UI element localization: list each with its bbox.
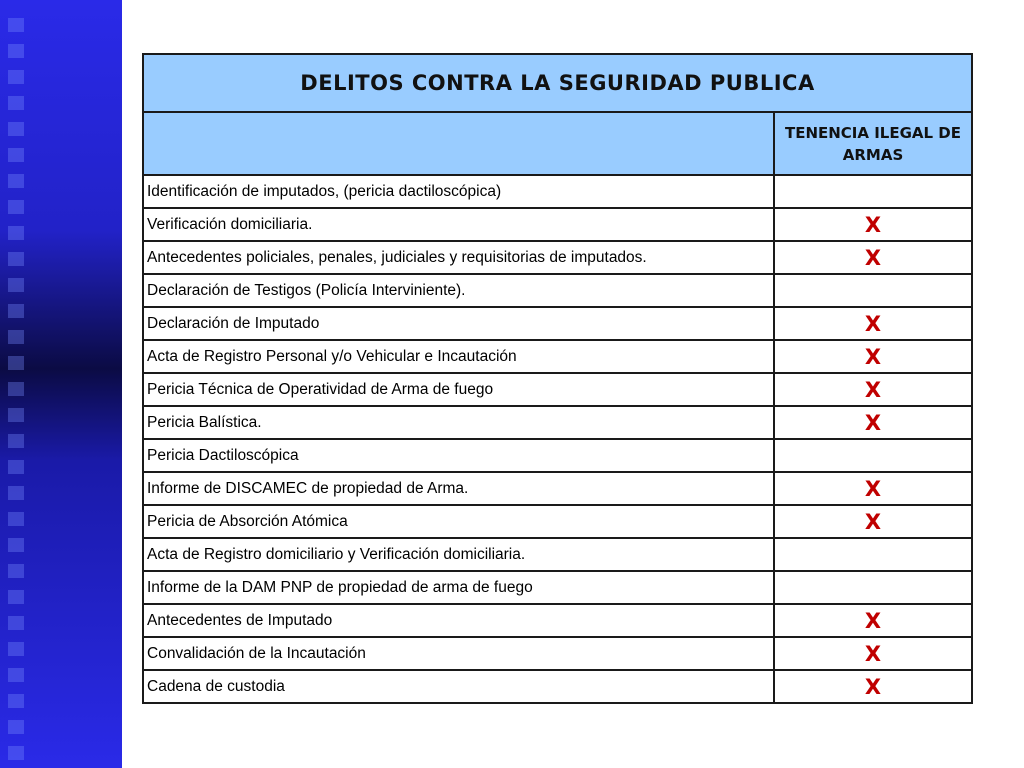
decorative-square <box>8 668 24 682</box>
row-mark <box>774 274 972 307</box>
decorative-square <box>8 564 24 578</box>
row-label: Identificación de imputados, (pericia dactiloscópica) <box>143 175 774 208</box>
table-row <box>143 241 972 274</box>
table-row <box>143 571 972 604</box>
row-label: Declaración de Imputado <box>143 307 774 340</box>
column-header: TENENCIA ILEGAL DE ARMAS <box>774 112 972 175</box>
row-mark <box>774 571 972 604</box>
decorative-square <box>8 538 24 552</box>
decorative-square <box>8 382 24 396</box>
row-label: Pericia Técnica de Operatividad de Arma de fuego <box>143 373 774 406</box>
row-label: Verificación domiciliaria. <box>143 208 774 241</box>
row-label: Antecedentes de Imputado <box>143 604 774 637</box>
table-row <box>143 505 972 538</box>
row-label: Pericia Balística. <box>143 406 774 439</box>
decorative-square <box>8 304 24 318</box>
row-mark <box>774 175 972 208</box>
row-label: Pericia de Absorción Atómica <box>143 505 774 538</box>
header-blank-cell <box>143 112 774 175</box>
decorative-square <box>8 18 24 32</box>
decorative-square <box>8 590 24 604</box>
evidence-table <box>142 53 973 704</box>
decorative-square <box>8 486 24 500</box>
row-mark: X <box>774 307 972 340</box>
row-mark: X <box>774 604 972 637</box>
decorative-square <box>8 694 24 708</box>
row-mark: X <box>774 637 972 670</box>
table-row <box>143 373 972 406</box>
row-mark: X <box>774 373 972 406</box>
row-label: Antecedentes policiales, penales, judiciales y requisitorias de imputados. <box>143 241 774 274</box>
row-mark: X <box>774 340 972 373</box>
decorative-square <box>8 746 24 760</box>
decorative-square <box>8 278 24 292</box>
row-label: Acta de Registro Personal y/o Vehicular e Incautación <box>143 340 774 373</box>
header-row <box>143 112 972 175</box>
decorative-square <box>8 408 24 422</box>
table-row <box>143 406 972 439</box>
decorative-square <box>8 460 24 474</box>
row-label: Informe de la DAM PNP de propiedad de arma de fuego <box>143 571 774 604</box>
row-label: Declaración de Testigos (Policía Interviniente). <box>143 274 774 307</box>
table-row <box>143 439 972 472</box>
decorative-square <box>8 434 24 448</box>
row-label: Acta de Registro domiciliario y Verificación domiciliaria. <box>143 538 774 571</box>
decorative-left-bar <box>0 0 122 768</box>
table-row <box>143 604 972 637</box>
decorative-square <box>8 44 24 58</box>
table-row <box>143 538 972 571</box>
row-mark: X <box>774 208 972 241</box>
decorative-square <box>8 174 24 188</box>
decorative-square <box>8 642 24 656</box>
decorative-square <box>8 720 24 734</box>
decorative-square <box>8 96 24 110</box>
row-mark: X <box>774 241 972 274</box>
decorative-square <box>8 616 24 630</box>
table-row <box>143 274 972 307</box>
table-row <box>143 472 972 505</box>
row-label: Convalidación de la Incautación <box>143 637 774 670</box>
row-mark <box>774 439 972 472</box>
row-mark: X <box>774 406 972 439</box>
decorative-square <box>8 70 24 84</box>
decorative-square <box>8 252 24 266</box>
row-mark: X <box>774 472 972 505</box>
table-row <box>143 208 972 241</box>
row-mark <box>774 538 972 571</box>
table-row <box>143 340 972 373</box>
decorative-square <box>8 226 24 240</box>
decorative-squares <box>8 0 28 768</box>
decorative-square <box>8 356 24 370</box>
table-row <box>143 175 972 208</box>
title-row <box>143 54 972 112</box>
decorative-square <box>8 200 24 214</box>
row-mark: X <box>774 505 972 538</box>
row-label: Cadena de custodia <box>143 670 774 703</box>
table-row <box>143 307 972 340</box>
row-label: Informe de DISCAMEC de propiedad de Arma. <box>143 472 774 505</box>
row-label: Pericia Dactiloscópica <box>143 439 774 472</box>
table-title: DELITOS CONTRA LA SEGURIDAD PUBLICA <box>143 54 972 112</box>
decorative-square <box>8 512 24 526</box>
row-mark: X <box>774 670 972 703</box>
decorative-square <box>8 330 24 344</box>
decorative-square <box>8 148 24 162</box>
table-row <box>143 637 972 670</box>
decorative-square <box>8 122 24 136</box>
table-row <box>143 670 972 703</box>
